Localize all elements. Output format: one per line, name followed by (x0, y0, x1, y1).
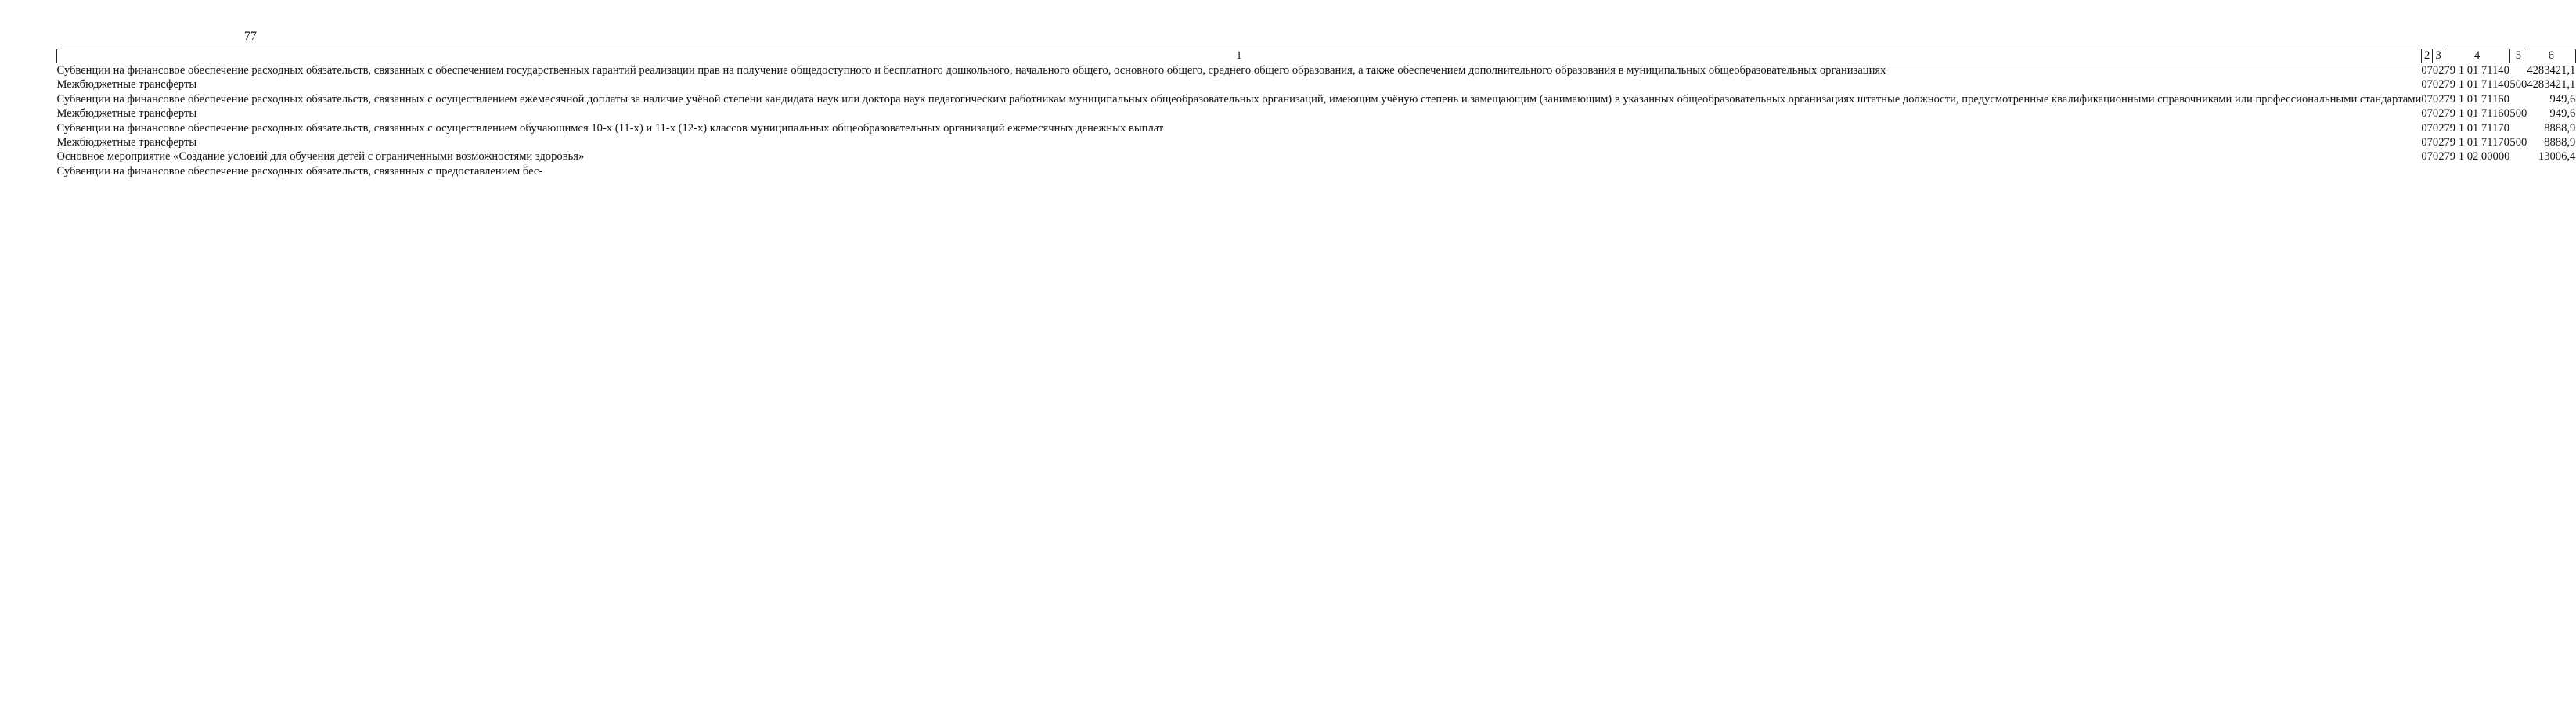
row-section: 07 (2421, 136, 2433, 149)
table-row (57, 106, 2576, 120)
row-subsection: 02 (2432, 136, 2444, 149)
row-section: 07 (2421, 92, 2433, 106)
row-section (2421, 164, 2433, 178)
row-name: Субвенции на финансовое обеспечение расходных обязательств, связанных с предоставлением бес- (56, 164, 543, 178)
row-amount (2527, 164, 2575, 178)
row-expense-type: 500 (2509, 107, 2527, 120)
row-target-article: 79 1 01 71160 (2444, 92, 2509, 106)
row-name: Межбюджетные трансферты (56, 107, 197, 120)
page-number: 77 (244, 30, 257, 43)
row-name: Межбюджетные трансферты (56, 78, 197, 92)
row-target-article (2444, 164, 2510, 178)
table-row (57, 77, 2576, 92)
row-name: Субвенции на финансовое обеспечение расходных обязательств, связанных с осуществлением ежемесячной доплаты за наличие учёной степени кандидата наук или доктора наук педагогическим работникам муниципальных общеобразовательных организаций, имеющим учёную степень и замещающим (занимающим) в указанных общеобразовательных организациях штатные должности, предусмотренные квалификационными справочниками или профессиональными стандартами (56, 92, 2422, 106)
row-subsection: 02 (2432, 150, 2444, 164)
row-amount: 4283421,1 (2527, 64, 2576, 77)
row-amount: 13006,4 (2538, 150, 2576, 164)
row-name: Основное мероприятие «Создание условий для обучения детей с ограниченными возможностями здоровья» (56, 150, 585, 164)
row-target-article: 79 1 01 71170 (2444, 121, 2509, 135)
row-name: Субвенции на финансовое обеспечение расходных обязательств, связанных с осуществлением обучающимся 10-х (11-х) и 11-х (12-х) классов муниципальных общеобразовательных организаций ежемесячных денежных выплат (56, 121, 1164, 135)
row-subsection: 02 (2432, 92, 2444, 106)
row-expense-type (2509, 164, 2527, 178)
row-section: 07 (2421, 121, 2433, 135)
table-row (57, 63, 2576, 78)
row-expense-type (2509, 149, 2527, 164)
row-amount: 8888,9 (2544, 121, 2576, 135)
table-row (57, 92, 2576, 106)
row-subsection: 02 (2432, 64, 2444, 77)
table-row (57, 121, 2576, 135)
header-col-target-article: 4 (2444, 49, 2510, 63)
row-expense-type: 500 (2509, 78, 2527, 92)
budget-table (56, 49, 2576, 178)
table-row (57, 149, 2576, 164)
row-section: 07 (2421, 78, 2433, 92)
row-subsection: 02 (2432, 78, 2444, 92)
row-name: Межбюджетные трансферты (56, 136, 197, 149)
row-section: 07 (2421, 107, 2433, 120)
row-subsection: 02 (2432, 107, 2444, 120)
row-subsection (2433, 164, 2444, 178)
header-col-amount: 6 (2527, 49, 2575, 63)
row-expense-type (2509, 92, 2527, 106)
row-amount: 4283421,1 (2527, 78, 2576, 92)
row-expense-type (2509, 63, 2527, 78)
row-name: Субвенции на финансовое обеспечение расходных обязательств, связанных с обеспечением государственных гарантий реализации прав на получение общедоступного и бесплатного дошкольного, начального общего, основного общего, среднего общего образования, а также обеспечением дополнительного образования в муниципальных общеобразовательных организациях (56, 64, 1886, 77)
row-target-article: 79 1 01 71170 (2444, 136, 2509, 149)
row-amount: 8888,9 (2544, 136, 2576, 149)
row-target-article: 79 1 01 71140 (2444, 64, 2509, 77)
header-col-section: 2 (2421, 49, 2433, 63)
header-col-name: 1 (57, 49, 2422, 63)
table-header-row (57, 49, 2576, 63)
row-section: 07 (2421, 64, 2433, 77)
row-target-article: 79 1 01 71140 (2444, 78, 2509, 92)
row-target-article: 79 1 02 00000 (2444, 150, 2510, 164)
row-subsection: 02 (2432, 121, 2444, 135)
row-section: 07 (2421, 150, 2433, 164)
header-col-subsection: 3 (2433, 49, 2444, 63)
row-expense-type: 500 (2509, 136, 2527, 149)
header-col-expense-type: 5 (2509, 49, 2527, 63)
row-target-article: 79 1 01 71160 (2444, 107, 2509, 120)
row-amount: 949,6 (2549, 107, 2576, 120)
row-expense-type (2509, 121, 2527, 135)
row-amount: 949,6 (2549, 92, 2576, 106)
table-row (57, 135, 2576, 149)
table-row (57, 164, 2576, 178)
